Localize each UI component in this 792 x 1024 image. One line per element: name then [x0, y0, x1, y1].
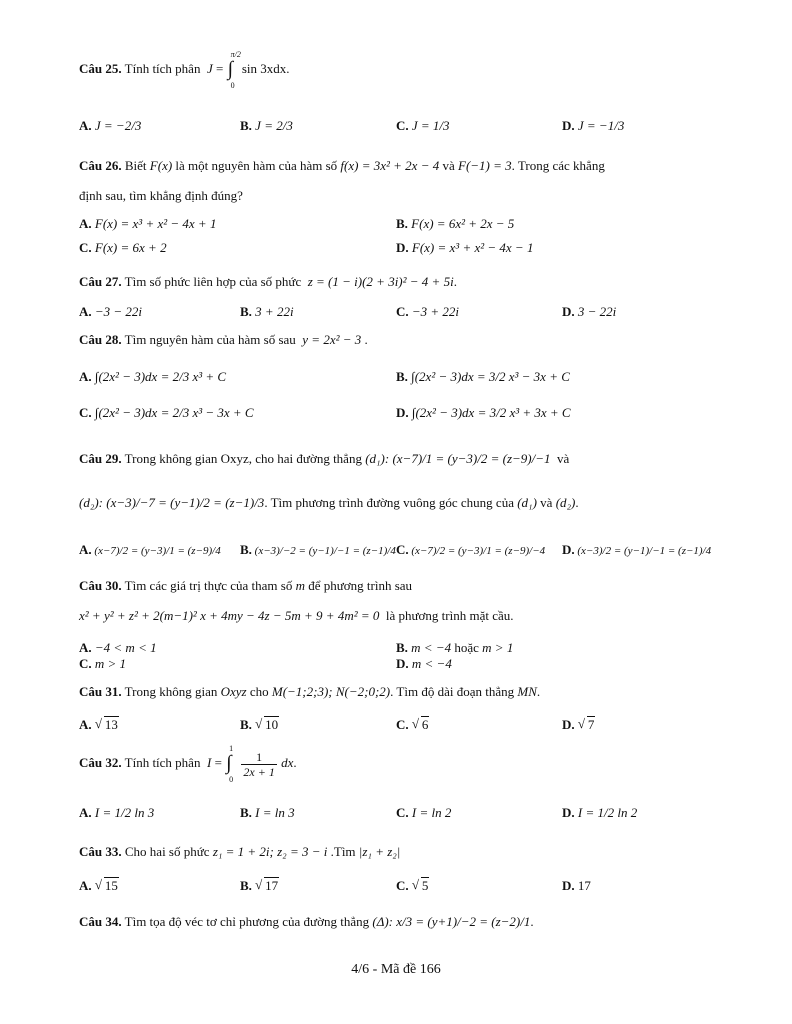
- question-30-equation: x² + y² + z² + 2(m−1)² x + 4my − 4z − 5m + 9 + 4m² = 0 là phương trình mặt cầu.: [79, 608, 514, 623]
- question-31: Câu 31. Trong không gian Oxyz cho M(−1;2;3); N(−2;0;2). Tìm độ dài đoạn thẳng MN.: [79, 684, 541, 699]
- integral-sign: 1 ∫ 0: [226, 744, 234, 784]
- question-label: Câu 26.: [79, 158, 122, 173]
- option-b[interactable]: B. J = 2/3: [240, 118, 293, 133]
- option-c[interactable]: C. I = ln 2: [396, 805, 452, 820]
- question-label: Câu 25.: [79, 60, 122, 76]
- question-34: Câu 34. Tìm tọa độ véc tơ chỉ phương của đường thẳng (Δ): x/3 = (y+1)/−2 = (z−2)/1.: [79, 914, 534, 929]
- option-b[interactable]: B. m < −4 hoặc m > 1: [396, 640, 514, 655]
- option-a[interactable]: A. √ 13: [79, 717, 119, 733]
- option-d[interactable]: D. J = −1/3: [562, 118, 625, 133]
- option-c[interactable]: C. √ 5: [396, 878, 429, 894]
- question-label: Câu 33.: [79, 844, 122, 859]
- question-27: Câu 27. Tìm số phức liên hợp của số phức z = (1 − i)(2 + 3i)² − 4 + 5i.: [79, 274, 457, 289]
- option-c[interactable]: C. ∫(2x² − 3)dx = 2/3 x³ − 3x + C: [79, 405, 254, 420]
- option-b[interactable]: B. ∫(2x² − 3)dx = 3/2 x³ − 3x + C: [396, 369, 570, 384]
- option-d[interactable]: D. m < −4: [396, 656, 452, 671]
- option-b[interactable]: B. √ 10: [240, 717, 279, 733]
- option-c[interactable]: C. √ 6: [396, 717, 429, 733]
- option-d[interactable]: D. 3 − 22i: [562, 304, 617, 319]
- sqrt-sign: √ 10: [255, 717, 279, 733]
- question-label: Câu 29.: [79, 451, 122, 466]
- option-a[interactable]: A. −4 < m < 1: [79, 640, 157, 655]
- option-a[interactable]: A. (x−7)/2 = (y−3)/1 = (z−9)/4: [79, 542, 221, 557]
- question-30: Câu 30. Tìm các giá trị thực của tham số m để phương trình sau: [79, 578, 413, 593]
- sqrt-sign: √ 5: [412, 878, 430, 894]
- sqrt-sign: √ 17: [255, 878, 279, 894]
- option-c[interactable]: C. J = 1/3: [396, 118, 450, 133]
- line-d2: (d₂): (x−3)/−7 = (y−1)/2 = (z−1)/3: [79, 495, 265, 510]
- question-label: Câu 30.: [79, 578, 122, 593]
- option-a[interactable]: A. F(x) = x³ + x² − 4x + 1: [79, 216, 217, 231]
- option-b[interactable]: B. I = ln 3: [240, 805, 295, 820]
- option-c[interactable]: C. m > 1: [79, 656, 127, 671]
- question-label: Câu 34.: [79, 914, 122, 929]
- question-label: Câu 27.: [79, 274, 122, 289]
- integrand: sin 3xdx: [241, 60, 287, 76]
- option-d[interactable]: D. 17: [562, 878, 591, 893]
- page-footer: 4/6 - Mã đề 166: [351, 962, 441, 977]
- option-a[interactable]: A. −3 − 22i: [79, 304, 143, 319]
- option-a[interactable]: A. J = −2/3: [79, 118, 142, 133]
- option-c[interactable]: C. −3 + 22i: [396, 304, 460, 319]
- option-c[interactable]: C. F(x) = 6x + 2: [79, 240, 167, 255]
- option-b[interactable]: B. √ 17: [240, 878, 279, 894]
- option-d[interactable]: D. I = 1/2 ln 2: [562, 805, 638, 820]
- question-label: Câu 32.: [79, 754, 122, 770]
- question-29-line2: (d₂): (x−3)/−7 = (y−1)/2 = (z−1)/3. Tìm phương trình đường vuông góc chung của (d₁) và (d₂).: [79, 495, 579, 510]
- option-a[interactable]: A. ∫(2x² − 3)dx = 2/3 x³ + C: [79, 369, 227, 384]
- option-d[interactable]: D. (x−3)/2 = (y−1)/−1 = (z−1)/4: [562, 542, 712, 557]
- integral-sign: π/2 ∫ 0: [227, 50, 241, 90]
- option-d[interactable]: D. ∫(2x² − 3)dx = 3/2 x³ + 3x + C: [396, 405, 571, 420]
- option-b[interactable]: B. F(x) = 6x² + 2x − 5: [396, 216, 515, 231]
- sqrt-sign: √ 6: [412, 717, 430, 733]
- question-29: Câu 29. Trong không gian Oxyz, cho hai đường thẳng (d₁): (x−7)/1 = (y−3)/2 = (z−9)/−1 và: [79, 451, 570, 466]
- option-b[interactable]: B. 3 + 22i: [240, 304, 294, 319]
- option-d[interactable]: D. F(x) = x³ + x² − 4x − 1: [396, 240, 534, 255]
- option-a[interactable]: A. √ 15: [79, 878, 119, 894]
- question-26-line2: định sau, tìm khẳng định đúng?: [79, 188, 243, 203]
- option-c[interactable]: C. (x−7)/2 = (y−3)/1 = (z−9)/−4: [396, 542, 546, 557]
- question-26: Câu 26. Biết F(x) là một nguyên hàm của hàm số f(x) = 3x² + 2x − 4 và F(−1) = 3. Trong các khẳng: [79, 158, 605, 173]
- fraction: $\frac{1}{2x + 1}$: [243, 749, 275, 779]
- option-b[interactable]: B. (x−3)/−2 = (y−1)/−1 = (z−1)/4: [240, 542, 396, 557]
- question-32: Câu 32. Tính tích phân I = 1 ∫ 0 $\frac{1}{2x + 1}$ dx.: [79, 744, 297, 784]
- question-label: Câu 28.: [79, 332, 122, 347]
- sqrt-sign: √ 15: [95, 878, 119, 894]
- question-label: Câu 31.: [79, 684, 122, 699]
- option-d[interactable]: D. √ 7: [562, 717, 595, 733]
- question-text: Tính tích phân: [124, 60, 201, 76]
- question-33: Câu 33. Cho hai số phức z₁ = 1 + 2i; z₂ = 3 − i .Tìm |z₁ + z₂|: [79, 844, 401, 859]
- sqrt-sign: √ 7: [578, 717, 596, 733]
- question-28: Câu 28. Tìm nguyên hàm của hàm số sau y = 2x² − 3 .: [79, 332, 368, 347]
- question-25: Câu 25. Tính tích phân J = π/2 ∫ 0 sin 3xdx.: [79, 50, 290, 90]
- sqrt-sign: √ 13: [95, 717, 119, 733]
- line-d1: (d₁): (x−7)/1 = (y−3)/2 = (z−9)/−1: [365, 451, 551, 466]
- option-a[interactable]: A. I = 1/2 ln 3: [79, 805, 155, 820]
